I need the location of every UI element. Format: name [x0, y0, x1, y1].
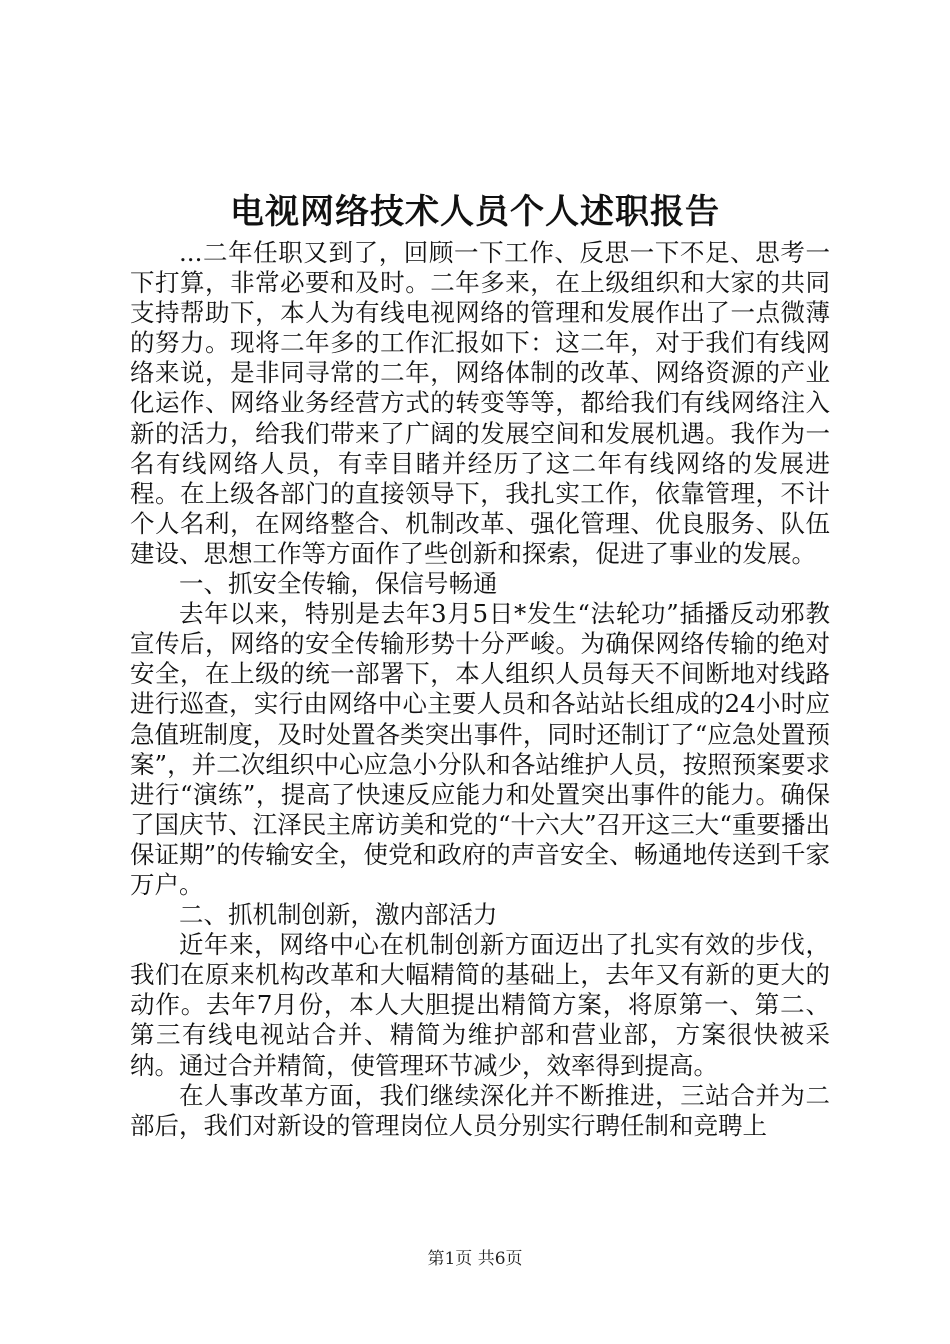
document-title: 电视网络技术人员个人述职报告 — [230, 192, 720, 232]
intro-paragraph: ...二年任职又到了，回顾一下工作、反思一下不足、思考一下打算，非常必要和及时。二年多来，在上级组织和大家的共同支持帮助下，本人为有线电视网络的管理和发展作出了一点微薄的努力。现将二年多的工作汇报如下：这二年，对于我们有线网络来说，是非同寻常的二年，网络体制的改革、网络资源的产业化运作、网络业务经营方式的转变等等，都给我们有线网络注入新的活力，给我们带来了广阔的发展空间和发展机遇。我作为一名有线网络人员，有幸目睹并经历了这二年有线网络的发展进程。在上级各部门的直接领导下，我扎实工作，依靠管理，不计个人名利，在网络整合、机制改革、强化管理、优良服务、队伍建设、思想工作等方面作了些创新和探索，促进了事业的发展。 — [130, 238, 830, 568]
document-body — [130, 238, 830, 1141]
section-heading-2: 二、抓机制创新，激内部活力 — [179, 900, 498, 930]
section-2-paragraph-2: 在人事改革方面，我们继续深化并不断推进，三站合并为二部后，我们对新设的管理岗位人员分别实行聘任制和竞聘上 — [130, 1080, 830, 1140]
section-heading-1: 一、抓安全传输，保信号畅通 — [179, 569, 498, 599]
section-1-paragraph: 去年以来，特别是去年3月5日*发生“法轮功”插播反动邪教宣传后，网络的安全传输形势十分严峻。为确保网络传输的绝对安全，在上级的统一部署下，本人组织人员每天不间断地对线路进行巡查，实行由网络中心主要人员和各站站长组成的24小时应急值班制度，及时处置各类突出事件，同时还制订了“应急处置预案”，并二次组织中心应急小分队和各站维护人员，按照预案要求进行“演练”，提高了快速反应能力和处置突出事件的能力。确保了国庆节、江泽民主席访美和党的“十六大”召开这三大“重要播出保证期”的传输安全，使党和政府的声音安全、畅通地传送到千家万户。 — [130, 599, 830, 899]
page-footer: 第1页 共6页 — [427, 1249, 523, 1269]
section-2-paragraph-1: 近年来，网络中心在机制创新方面迈出了扎实有效的步伐，我们在原来机构改革和大幅精简的基础上，去年又有新的更大的动作。去年7月份，本人大胆提出精简方案，将原第一、第二、第三有线电视站合并、精简为维护部和营业部，方案很快被采纳。通过合并精简，使管理环节减少，效率得到提高。 — [130, 930, 830, 1080]
